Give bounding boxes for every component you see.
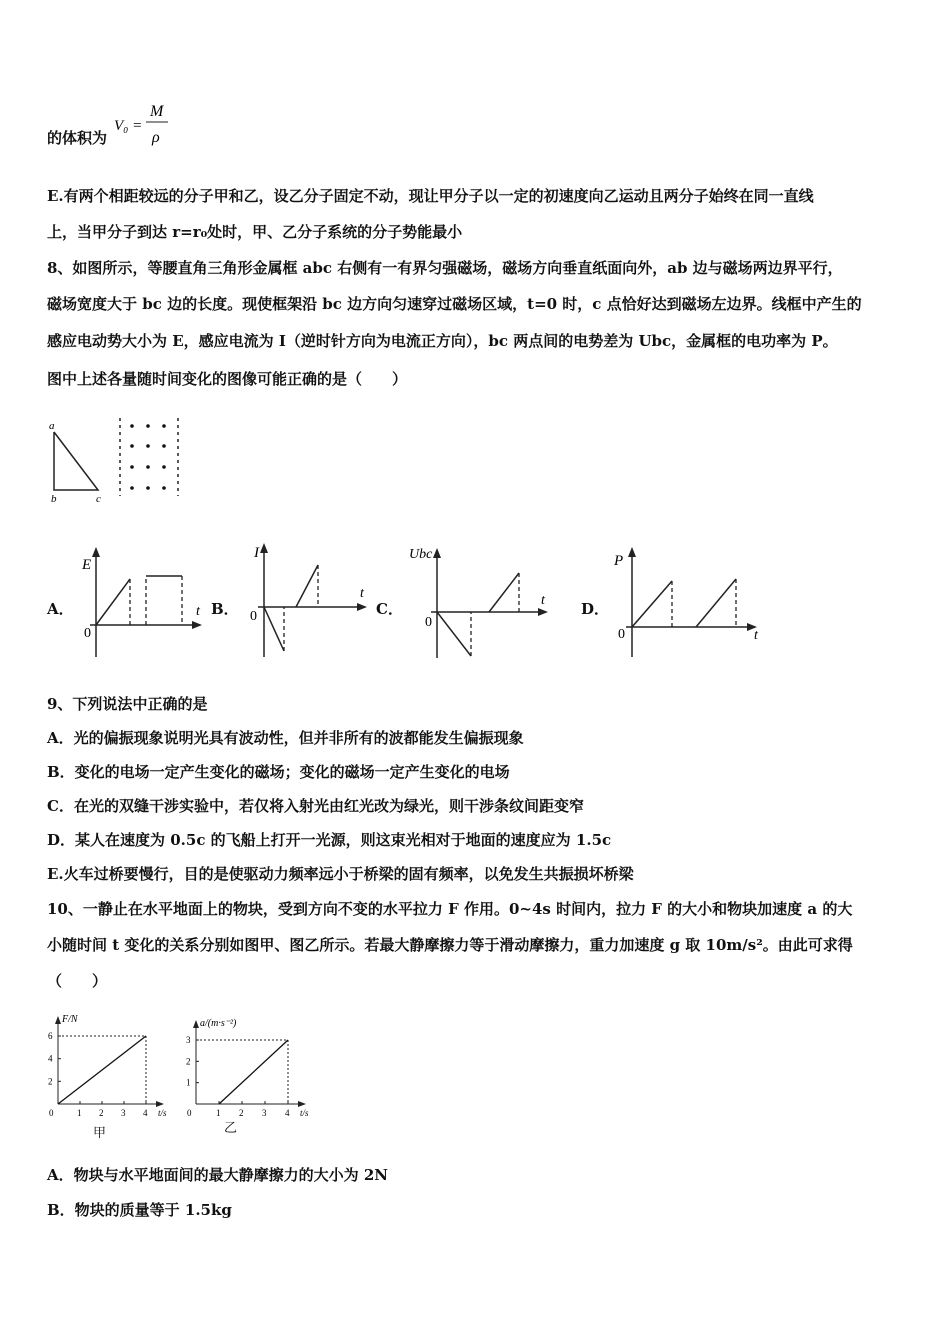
- q9-option-e: E.火车过桥要慢行，目的是使驱动力频率远小于桥梁的固有频率，以免发生共振损坏桥梁: [47, 865, 634, 883]
- x-tick-label: 0: [49, 1108, 54, 1118]
- x-axis-arrow: [538, 608, 548, 616]
- q9-option-c: C．在光的双缝干涉实验中，若仅将入射光由红光改为绿光，则干涉条纹间距变窄: [47, 797, 584, 815]
- q8-option-d-label: D．: [581, 600, 610, 618]
- curve-fall: [264, 607, 284, 651]
- q8-stem-line3: 感应电动势大小为 E，感应电流为 I（逆时针方向为电流正方向），bc 两点间的电势差为 Ubc，金属框的电功率为 P。: [47, 332, 838, 350]
- x-tick-label: 4: [285, 1108, 290, 1118]
- q10-chart-jia: [44, 1012, 174, 1122]
- y-axis-arrow: [433, 548, 441, 558]
- q8-stem-line4: 图中上述各量随时间变化的图像可能正确的是（ ）: [47, 370, 408, 388]
- q9-stem: 9、下列说法中正确的是: [47, 695, 208, 713]
- curve-rise-2: [696, 579, 736, 627]
- q8-option-a-label: A．: [47, 600, 74, 618]
- vertex-a-label: a: [49, 420, 55, 432]
- y-tick-label: 2: [186, 1056, 191, 1067]
- origin-label: 0: [250, 609, 257, 624]
- formula-prefix: 的体积为: [47, 129, 108, 147]
- q10-stem-line1: 10、一静止在水平地面上的物块，受到方向不变的水平拉力 F 作用。0~4s 时间内，拉力 F 的大小和物块加速度 a 的大: [47, 900, 853, 918]
- y-label: Ubc: [409, 547, 433, 562]
- q10-stem-line2: 小随时间 t 变化的关系分别如图甲、图乙所示。若最大静摩擦力等于滑动摩擦力，重力加速度 g 取 10m/s²。由此可求得: [47, 936, 853, 954]
- triangle-frame: [54, 432, 98, 490]
- q10-stem-line3: （ ）: [47, 972, 108, 990]
- q9-option-b: B．变化的电场一定产生变化的磁场；变化的磁场一定产生变化的电场: [47, 763, 510, 781]
- x-axis-label: t/s: [300, 1108, 309, 1118]
- x-tick-label: 2: [99, 1108, 104, 1118]
- y-label: P: [614, 553, 624, 569]
- q8-setup-figure: [46, 418, 186, 503]
- x-tick-label: 2: [239, 1108, 244, 1118]
- field-dots: [130, 424, 166, 490]
- y-tick-label: 6: [48, 1031, 53, 1041]
- curve-rise: [96, 579, 130, 625]
- y-tick-label: 3: [186, 1035, 191, 1045]
- origin-label: 0: [425, 615, 432, 630]
- q9-option-d: D．某人在速度为 0.5c 的飞船上打开一光源，则这束光相对于地面的速度应为 1.5c: [47, 831, 612, 849]
- series-line: [219, 1040, 288, 1104]
- y-axis-arrow: [92, 547, 100, 557]
- q8-option-a-graph: [80, 545, 210, 660]
- q8-option-b-label: B．: [211, 600, 239, 618]
- x-label: t: [360, 586, 364, 601]
- q10-option-b: B．物块的质量等于 1.5kg: [47, 1201, 232, 1219]
- curve-fall: [437, 612, 471, 656]
- curve-rise: [489, 573, 519, 612]
- y-tick-label: 4: [48, 1053, 53, 1064]
- volume-formula: [112, 100, 182, 150]
- origin-label: 0: [618, 627, 625, 642]
- vertex-b-label: b: [51, 493, 57, 505]
- y-axis-arrow: [628, 547, 636, 557]
- curve-rise-1: [632, 581, 672, 627]
- q8-stem-line1: 8、如图所示，等腰直角三角形金属框 abc 右侧有一有界匀强磁场，磁场方向垂直纸面向外，ab 边与磁场两边界平行，: [47, 259, 843, 277]
- x-tick-label: 1: [216, 1108, 221, 1118]
- curve-rise: [296, 565, 318, 607]
- x-tick-label: 4: [143, 1108, 148, 1118]
- q8-option-d-graph: [608, 545, 768, 660]
- x-label: t: [541, 593, 545, 608]
- y-axis-label: F/N: [62, 1014, 78, 1025]
- origin-label: 0: [84, 626, 91, 641]
- x-axis-arrow: [156, 1101, 164, 1107]
- x-tick-label: 1: [77, 1108, 82, 1118]
- q10-option-a: A．物块与水平地面间的最大静摩擦力的大小为 2N: [47, 1166, 389, 1184]
- q7-option-e-line1: E.有两个相距较远的分子甲和乙，设乙分子固定不动，现让甲分子以一定的初速度向乙运动且两分子始终在同一直线: [47, 187, 814, 205]
- x-tick-label: 3: [262, 1108, 267, 1118]
- q10-chart-yi: [182, 1012, 322, 1122]
- x-tick-label: 0: [187, 1108, 192, 1118]
- formula-lhs: V₀ =: [114, 118, 143, 134]
- x-axis-arrow: [192, 621, 202, 629]
- q9-option-a: A．光的偏振现象说明光具有波动性，但并非所有的波都能发生偏振现象: [47, 729, 524, 747]
- y-tick-label: 2: [48, 1076, 53, 1087]
- x-label: t: [754, 628, 758, 643]
- series-line: [58, 1036, 146, 1104]
- x-tick-label: 3: [121, 1108, 126, 1118]
- q8-stem-line2: 磁场宽度大于 bc 边的长度。现使框架沿 bc 边方向匀速穿过磁场区域，t=0 时，c 点恰好达到磁场左边界。线框中产生的: [47, 295, 862, 313]
- x-axis-arrow: [357, 603, 367, 611]
- chart-jia-caption: 甲: [93, 1126, 107, 1141]
- q8-option-c-graph: [405, 540, 555, 660]
- q8-option-c-label: C．: [376, 600, 403, 618]
- y-label: E: [82, 557, 92, 573]
- x-axis-arrow: [298, 1101, 306, 1107]
- y-axis-arrow: [260, 543, 268, 553]
- formula-denominator: ρ: [152, 129, 160, 146]
- x-label: t: [196, 604, 200, 619]
- chart-yi-caption: 乙: [224, 1121, 238, 1136]
- y-axis-label: a/(m·s⁻²): [200, 1018, 237, 1029]
- y-axis-arrow: [193, 1020, 199, 1028]
- q8-option-b-graph: [240, 535, 375, 660]
- q7-option-e-line2: 上，当甲分子到达 r=r₀处时，甲、乙分子系统的分子势能最小: [47, 223, 463, 241]
- x-axis-label: t/s: [158, 1108, 167, 1118]
- y-axis-arrow: [55, 1016, 61, 1024]
- y-label: I: [254, 545, 259, 561]
- formula-numerator: M: [150, 103, 164, 120]
- vertex-c-label: c: [96, 493, 101, 505]
- y-tick-label: 1: [186, 1077, 191, 1088]
